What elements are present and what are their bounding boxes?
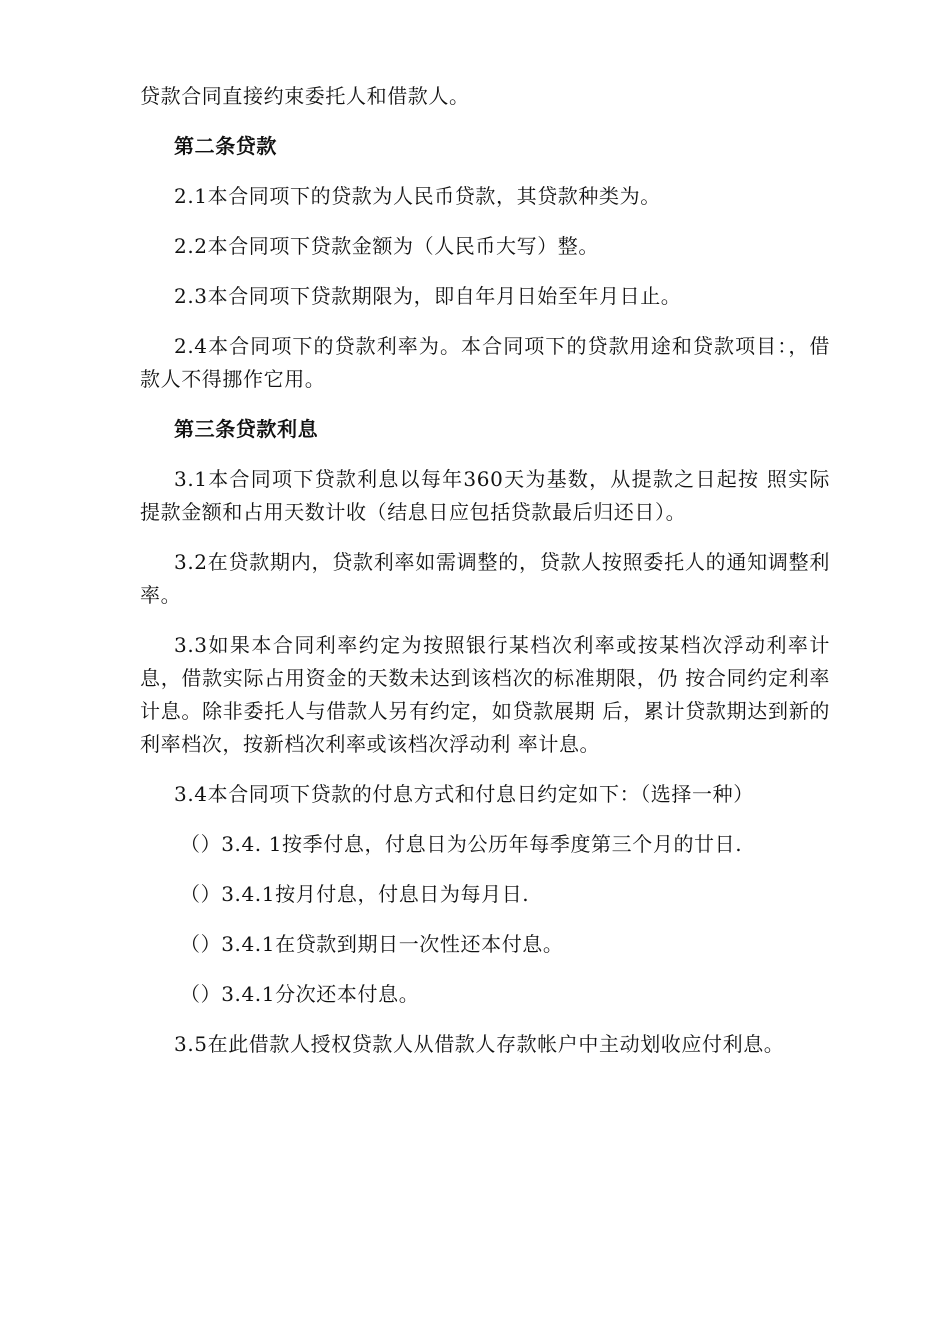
clause-3-3: 3.3如果本合同利率约定为按照银行某档次利率或按某档次浮动利率计息，借款实际占用资金的天数未达到该档次的标准期限，仍 按合同约定利率计息。除非委托人与借款人另有约定，如贷款展期 后，累计贷款期达到新的利率档次，按新档次利率或该档次浮动利 率计息。 bbox=[140, 633, 830, 756]
clause-3-4: 3.4本合同项下贷款的付息方式和付息日约定如下：（选择一种） bbox=[174, 782, 754, 806]
clause-2-4: 2.4本合同项下的贷款利率为。本合同项下的贷款用途和贷款项目：，借款人不得挪作它用。 bbox=[140, 334, 830, 391]
clause-2-2: 2.2本合同项下贷款金额为（人民币大写）整。 bbox=[174, 234, 600, 258]
section-heading-article-2: 第二条贷款 bbox=[174, 134, 277, 158]
section-heading-article-3: 第三条贷款利息 bbox=[174, 417, 319, 441]
option-installments: （）3.4.1分次还本付息。 bbox=[180, 982, 420, 1006]
clause-3-1: 3.1本合同项下贷款利息以每年360天为基数，从提款之日起按 照实际提款金额和占用天数计收（结息日应包括贷款最后归还日）。 bbox=[140, 467, 830, 524]
clause-3-2: 3.2在贷款期内，贷款利率如需调整的，贷款人按照委托人的通知调整利率。 bbox=[140, 550, 830, 607]
clause-3-5: 3.5在此借款人授权贷款人从借款人存款帐户中主动划收应付利息。 bbox=[174, 1032, 785, 1056]
option-monthly-interest: （）3.4.1按月付息，付息日为每月日. bbox=[180, 882, 530, 906]
clause-2-1: 2.1本合同项下的贷款为人民币贷款，其贷款种类为。 bbox=[174, 184, 661, 208]
paragraph-intro: 贷款合同直接约束委托人和借款人。 bbox=[140, 84, 470, 108]
clause-2-3: 2.3本合同项下贷款期限为，即自年月日始至年月日止。 bbox=[174, 284, 682, 308]
option-quarterly-interest: （）3.4. 1按季付息，付息日为公历年每季度第三个月的廿日. bbox=[180, 832, 743, 856]
option-lump-sum: （）3.4.1在贷款到期日一次性还本付息。 bbox=[180, 932, 564, 956]
document-body bbox=[140, 80, 830, 1061]
